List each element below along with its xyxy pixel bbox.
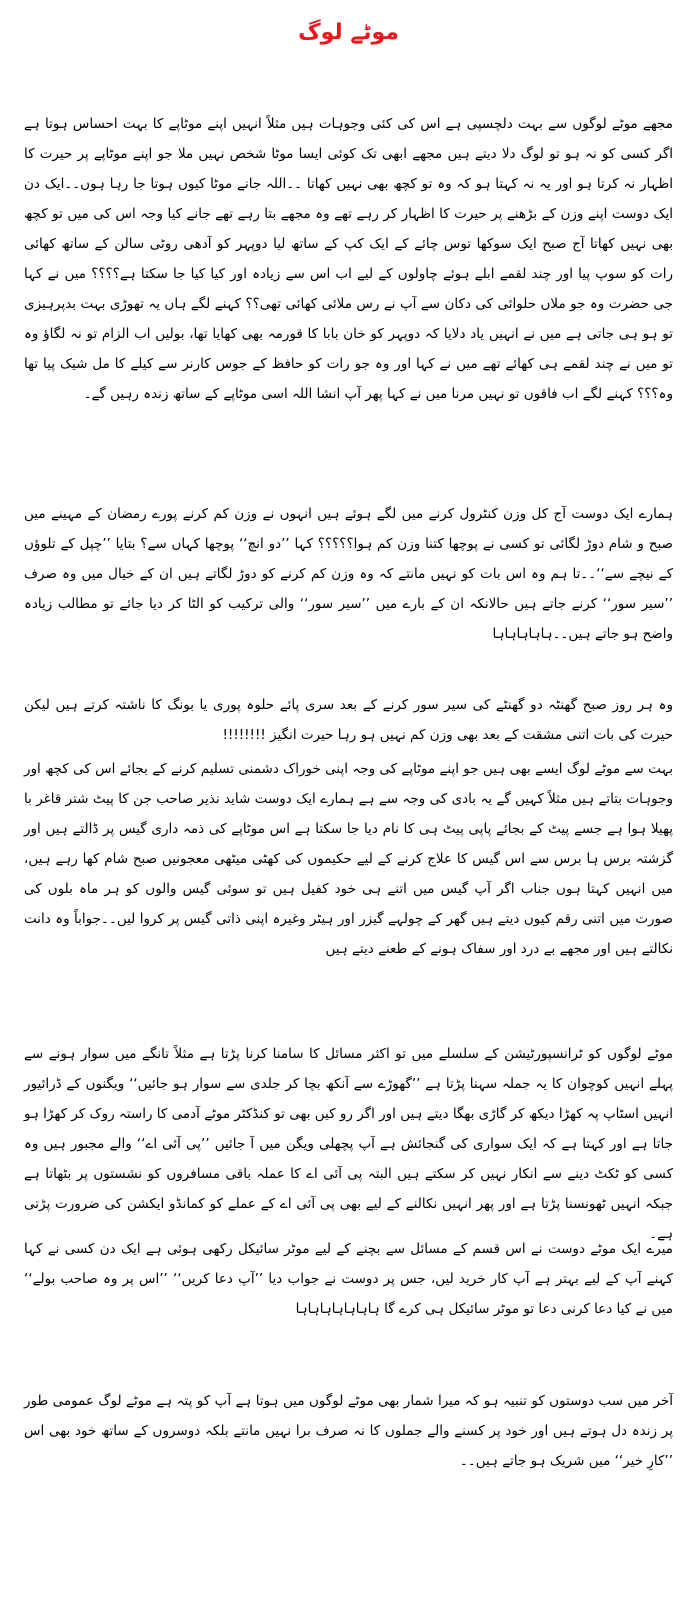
paragraph-weight-control-friend: ہمارے ایک دوست آج کل وزن کنٹرول کرنے میں لگے ہوئے ہیں انہوں نے وزن کم کرنے پورے رمضان کے مہینے میں صبح و شام دوڑ لگائی تو کسی نے پوچھا کتنا وزن کم ہوا؟؟؟؟؟ کہا ’’دو انچ‘‘ پوچھا کہاں سے؟ بتایا ’’چپل کے تلوؤں کے نیچے سے‘‘۔۔تا ہم وہ اس بات کو نہیں مانتے کہ وہ وزن کم کرنے کو دوڑ لگاتے ہیں ان کے خیال میں وہ صرف ’’سیر سور‘‘ کرنے جاتے ہیں حالانکہ ان کے بارے میں ’’سیر سور‘‘ والی ترکیب کو الٹا کر دیا جائے تو مطالب زیادہ واضح ہو جاتے ہیں۔۔ہاہاہاہاہا: [24, 505, 673, 642]
paragraph-intro: مجھے موٹے لوگوں سے بہت دلچسپی ہے اس کی کئی وجوہات ہیں مثلاً انہیں اپنے موٹاپے کا بہت احساس ہوتا ہے اگر کسی کو نہ ہو تو لوگ دلا دیتے ہیں مجھے ابھی تک کوئی ایسا موٹا شخص نہیں ملا جو اپنے موٹاپے پر حیرت کا اظہار نہ کرتا ہو اور یہ نہ کہتا ہو کہ وہ تو کچھ بھی نہیں کھاتا ۔۔اللہ جانے موٹا کیوں ہوتا جا رہا ہوں۔۔ایک دن ایک دوست اپنے وزن کے بڑھنے پر حیرت کا اظہار کر رہے تھے وہ مجھے بتا رہے تھے جانے کیا وجہ اس کی میں تو کچھ بھی نہیں کھاتا آج صبح ایک سوکھا توس چائے کے ایک کپ کے ساتھ لیا دوپہر کو آدھی روٹی سالن کے ساتھ کھائی رات کو سوپ پیا اور چند لقمے ابلے ہوئے چاولوں کے لیے اب اس سے زیادہ اور کیا کیا جا سکتا ہے؟؟؟؟ میں نے کہا جی حضرت وہ جو ملاں حلوائی کی دکان سے آپ نے رس ملائی کھائی تھی؟؟ کہنے لگے ہاں یہ تھوڑی بہت بدپرہیزی تو ہو ہی جاتی ہے میں نے انہیں یاد دلایا کہ دوپہر کو خان بابا کا قورمہ بھی کھایا تھا، بولیں اب الزام تو نہ لگاؤ وہ تو میں نے چند لقمے ہی کھائے تھے میں نے کہا اور وہ جو رات کو حافظ کے جوس کارنر سے کیلے کا مل شیک پیا تھا وہ؟؟؟ کہنے لگے اب فاقوں تو نہیں مرنا میں نے کہا پھر آپ انشا اللہ اسی موٹاپے کے ساتھ زندہ رہیں گے۔: [24, 115, 673, 402]
article-title: موٹے لوگ: [298, 20, 399, 45]
paragraph-motorcycle: میرے ایک موٹے دوست نے اس قسم کے مسائل سے بچنے کے لیے موٹر سائیکل رکھی ہوئی ہے ایک دن کسی نے کہا کہنے آپ کے لیے بہتر ہے آپ کار خرید لیں، جس پر دوست نے جواب دیا ’’آپ دعا کریں‘‘ ’’اس پر وہ صاحب بولے‘‘ میں نے کیا دعا کرنی دعا تو موٹر سائیکل ہی کرے گا ہاہاہاہاہاہاہا: [24, 1240, 673, 1317]
paragraph-conclusion: آخر میں سب دوستوں کو تنبیہ ہو کہ میرا شمار بھی موٹے لوگوں میں ہوتا ہے آپ کو پتہ ہے موٹے لوگ عمومی طور پر زندہ دل ہوتے ہیں اور خود پر کسنے والے جملوں کا نہ صرف برا نہیں مانتے بلکہ دوسروں کے ساتھ خود بھی اس ’’کارِ خیر‘‘ میں شریک ہو جاتے ہیں۔۔: [24, 1392, 673, 1469]
paragraph-transportation: موٹے لوگوں کو ٹرانسپورٹیشن کے سلسلے میں تو اکثر مسائل کا سامنا کرنا پڑتا ہے مثلاً تانگے میں سوار ہونے سے پہلے انہیں کوچوان کا یہ جملہ سہنا پڑتا ہے ’’گھوڑے سے آنکھ بچا کر جلدی سے سوار ہو جائیں‘‘ ویگنوں کے ڈرائیور انہیں اسٹاپ پہ کھڑا دیکھ کر گاڑی بھگا دیتے ہیں اور اگر رو کیں بھی تو کنڈکٹر موٹے آدمی کا راستہ روک کر کھڑا ہو جاتا ہے اور کہتا ہے کہ ایک سواری کی گنجائش ہے آپ پچھلی ویگن میں آ جائیں ’’پی آئی اے‘‘ والے مجبور ہیں وہ کسی کو ٹکٹ دینے سے انکار نہیں کر سکتے ہیں البتہ پی آئی اے کا عملہ باقی مسافروں کو نشستوں پر بٹھاتا ہے جبکہ انہیں ٹھونسنا پڑتا ہے اور پھر انہیں نکالنے کے لیے بھی پی آئی اے کے عملے کو کمانڈو ایکشن کی ضرورت پڑتی ہے۔: [24, 1045, 673, 1242]
paragraph-gas-excuse: بہت سے موٹے لوگ ایسے بھی ہیں جو اپنے موٹاپے کی وجہ اپنی خوراک دشمنی تسلیم کرنے کے بجائے اس کی کچھ اور وجوہات بتاتے ہیں مثلاً کہیں گے یہ بادی کی وجہ سے ہے ہمارے ایک دوست شاید نذیر صاحب جن کا پیٹ شتر قاغر با پھیلا ہوا ہے جسے پیٹ کے بجائے پاپی پیٹ ہی کا نام دیا جا سکتا ہے اس موٹاپے کی ذمہ داری گیس پر ڈالتے ہیں اور گزشتہ برس ہا برس سے اس گیس کا علاج کرنے کے لیے حکیموں کی کھٹی میٹھی معجونیں صبح شام کھا رہے ہیں، میں انہیں کہتا ہوں جناب اگر آپ گیس میں اتنے ہی خود کفیل ہیں تو سوئی گیس والوں کو ہر ماہ بلوں کی صورت میں اتنی رقم کیوں دیتے ہیں گھر کے چولہے گیزر اور ہیٹر وغیرہ اپنی ذاتی گیس پر کروا لیں۔۔جواباً وہ دانت نکالتے ہیں اور مجھے بے درد اور سفاک ہونے کے طعنے دیتے ہیں: [24, 760, 673, 957]
paragraph-morning-walk: وہ ہر روز صبح گھنٹہ دو گھنٹے کی سیر سور کرنے کے بعد سری پائے حلوہ پوری یا بونگ کا ناشتہ کرتے ہیں لیکن حیرت کی بات اتنی مشقت کے بعد بھی وزن کم نہیں ہو رہا حیرت انگیز !!!!!!!!: [24, 696, 673, 743]
